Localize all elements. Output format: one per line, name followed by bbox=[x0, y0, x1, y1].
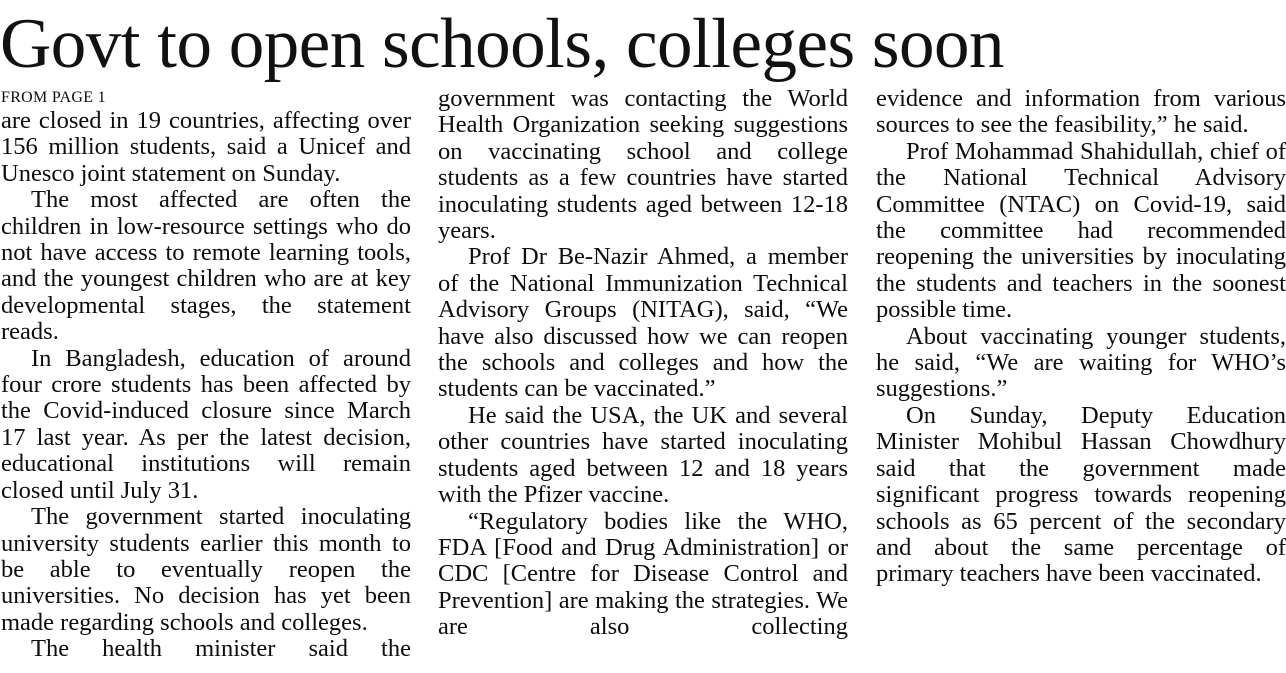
paragraph: evidence and information from various sources to see the feasibility,” he said. bbox=[876, 85, 1286, 139]
paragraph: The most affected are often the children in low-resource settings who do not have access to remote learning tools, and the youngest children who are at key developmental stages, the statement reads. bbox=[1, 186, 411, 346]
paragraph-continued: “Regulatory bodies like the WHO, FDA [Food and Drug Administration] or CDC [Centre for Disease Control and Prevention] are making the strategies. We are also collecting bbox=[438, 507, 848, 641]
paragraph: government was contacting the World Health Organization seeking suggestions on vaccinating school and college students as a few countries have started inoculating students aged between 12-18 years. bbox=[438, 85, 848, 245]
paragraph: On Sunday, Deputy Education Minister Mohibul Hassan Chowdhury said that the government made significant progress towards reopening schools as 65 percent of the secondary and about the same percentage of primary teachers have been vaccinated. bbox=[876, 401, 1286, 588]
dateline: FROM PAGE 1 bbox=[1, 89, 106, 106]
paragraph: are closed in 19 countries, affecting over 156 million students, said a Unicef and Unesco joint statement on Sunday. bbox=[1, 107, 411, 187]
paragraph-continued: The health minister said the bbox=[31, 635, 411, 663]
headline: Govt to open schools, colleges soon bbox=[0, 5, 1004, 83]
paragraph: Prof Dr Be-Nazir Ahmed, a member of the National Immunization Technical Advisory Groups (NITAG), said, “We have also discussed how we can reopen the schools and colleges and how the students can be vaccinated.” bbox=[438, 243, 848, 403]
paragraph: About vaccinating younger students, he said, “We are waiting for WHO’s suggestions.” bbox=[876, 322, 1286, 403]
article-column-2 bbox=[438, 86, 848, 641]
paragraph: He said the USA, the UK and several other countries have started inoculating students aged between 12 and 18 years with the Pfizer vaccine. bbox=[438, 401, 848, 509]
article-column-3 bbox=[876, 86, 1286, 588]
paragraph: Prof Mohammad Shahidullah, chief of the National Technical Advisory Committee (NTAC) on Covid-19, said the committee had recommended reopening the universities by inoculating the students and teachers in the soonest possible time. bbox=[876, 137, 1286, 324]
paragraph: The government started inoculating university students earlier this month to be able to eventually reopen the universities. No decision has yet been made regarding schools and colleges. bbox=[1, 503, 411, 636]
article-column-1 bbox=[1, 86, 411, 663]
paragraph: In Bangladesh, education of around four crore students has been affected by the Covid-induced closure since March 17 last year. As per the latest decision, educational institutions will remain closed until July 31. bbox=[1, 344, 411, 504]
